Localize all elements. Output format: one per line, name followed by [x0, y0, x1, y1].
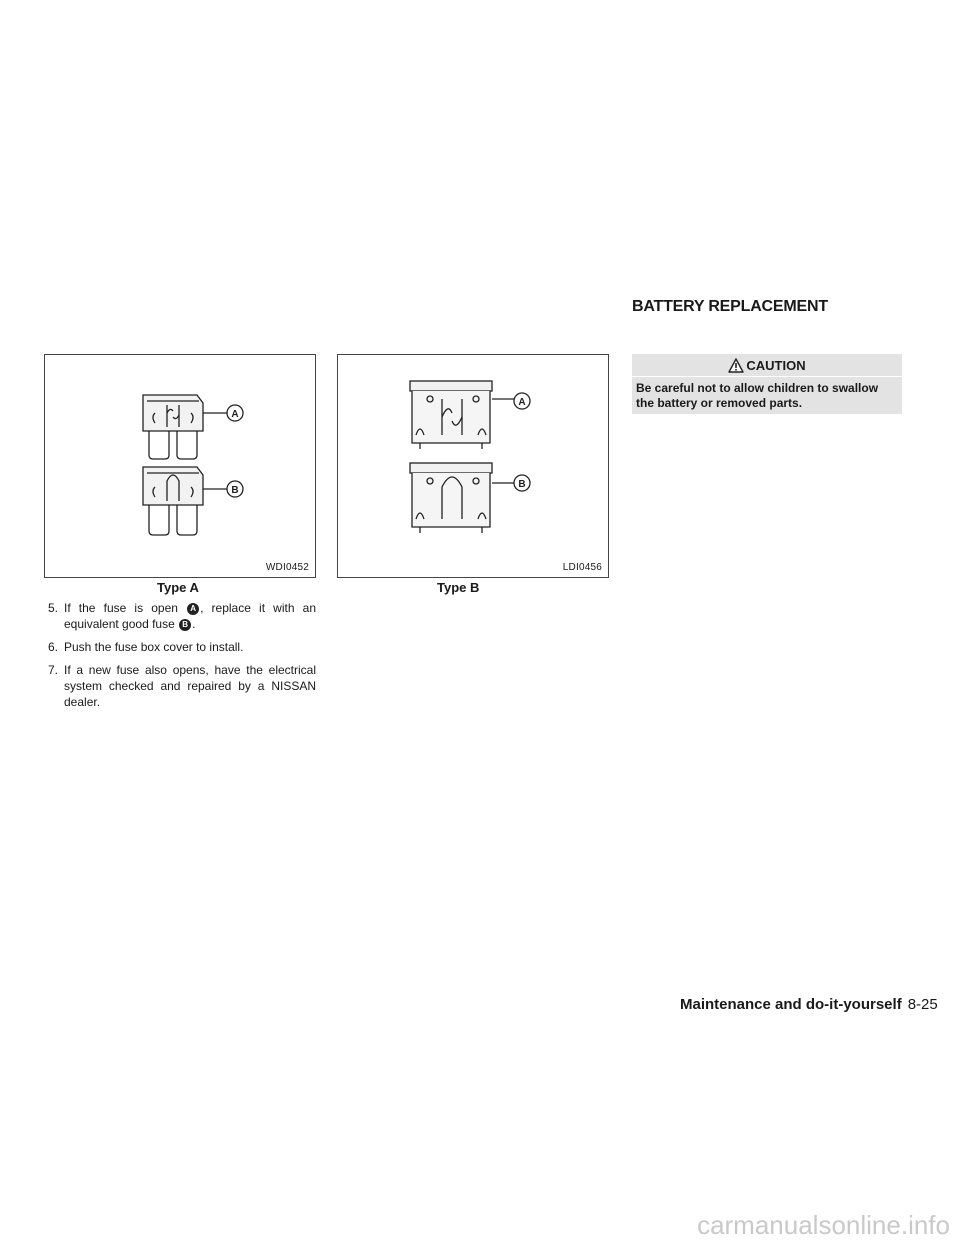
chapter-title: Maintenance and do-it-yourself — [680, 996, 902, 1013]
callout-a-label: A — [231, 409, 239, 420]
reference-b-badge: B — [179, 619, 191, 631]
page-footer — [680, 996, 938, 1013]
page-number: 8-25 — [907, 996, 938, 1013]
section-heading: BATTERY REPLACEMENT — [632, 298, 828, 315]
figure-type-b — [337, 354, 609, 578]
figure-code: LDI0456 — [562, 562, 602, 573]
step-text: , replace it with an equivalent good fuse — [64, 601, 316, 631]
caution-header — [632, 354, 902, 377]
caution-text: Be careful not to allow children to swallow the battery or removed parts. — [636, 381, 879, 410]
fuse-type-b-illustration — [338, 355, 608, 577]
reference-a-badge: A — [187, 603, 199, 615]
caution-box — [632, 354, 902, 414]
caution-title: CAUTION — [746, 357, 806, 373]
step-text: . — [192, 617, 196, 631]
step-number: 7. — [48, 663, 59, 677]
callout-b-label: B — [518, 479, 526, 490]
instruction-steps — [44, 600, 316, 717]
callout-b-label: B — [231, 485, 239, 496]
step-number: 6. — [48, 640, 59, 654]
fuse-type-a-illustration — [45, 355, 315, 577]
list-item — [44, 662, 316, 710]
step-text: If a new fuse also opens, have the electrical system checked and repaired by a NISSAN dealer. — [64, 663, 316, 709]
step-number: 5. — [48, 601, 59, 615]
watermark: carmanualsonline.info — [697, 1210, 950, 1240]
figure-caption-type-b: Type B — [437, 580, 480, 595]
callout-a-label: A — [518, 397, 526, 408]
list-item — [44, 600, 316, 632]
list-item — [44, 639, 316, 655]
warning-triangle-icon — [728, 358, 744, 373]
step-text: Push the fuse box cover to install. — [64, 640, 244, 654]
figure-caption-type-a: Type A — [157, 580, 199, 595]
figure-code: WDI0452 — [265, 562, 309, 573]
step-text: If the fuse is open — [64, 601, 178, 615]
figure-type-a — [44, 354, 316, 578]
